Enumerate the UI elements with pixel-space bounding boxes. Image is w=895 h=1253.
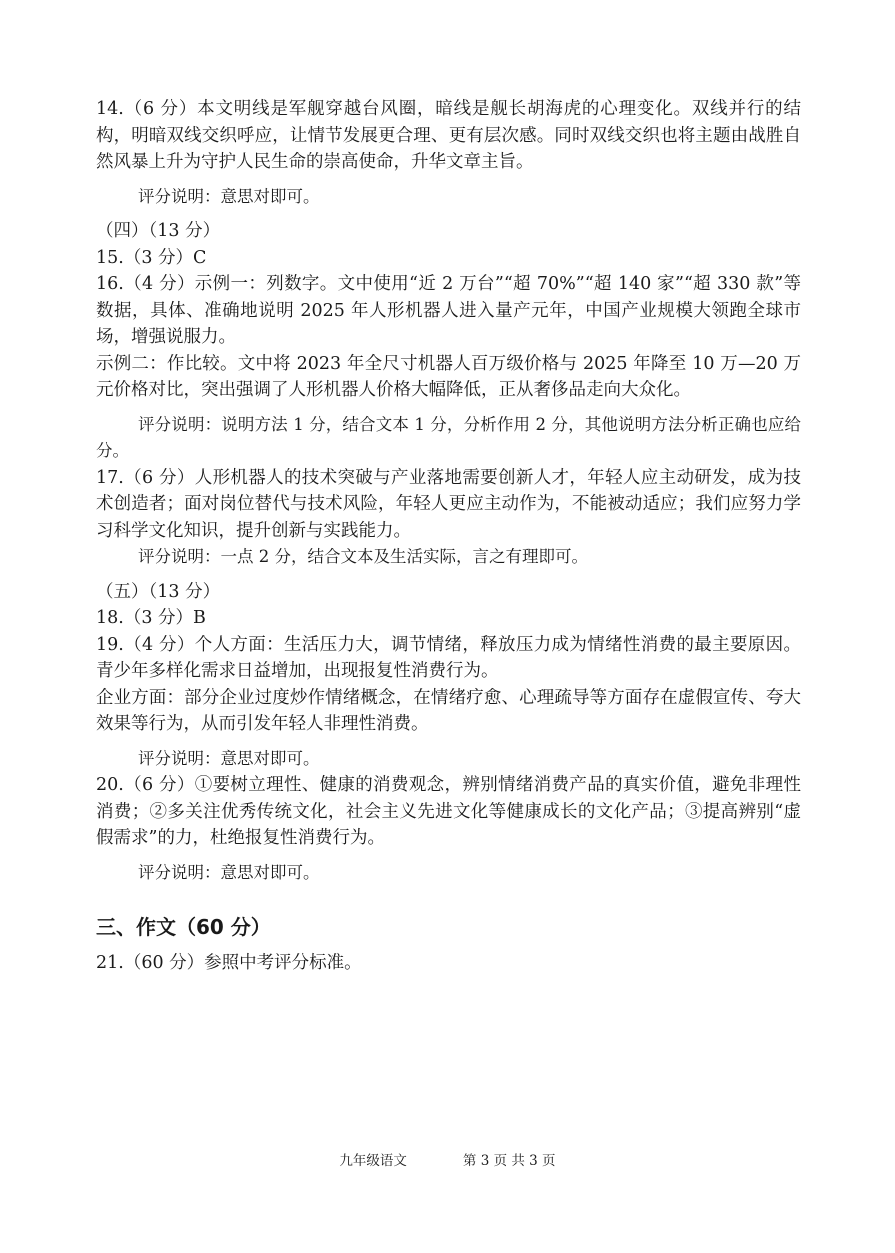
scoring-note-q16: 评分说明：说明方法 1 分，结合文本 1 分，分析作用 2 分，其他说明方法分析正确也应给分。 — [96, 414, 801, 460]
scoring-note-q19: 评分说明：意思对即可。 — [138, 748, 320, 768]
scoring-note-q14: 评分说明：意思对即可。 — [138, 186, 320, 206]
answer-q19: 19.（4 分）个人方面：生活压力大，调节情绪，释放压力成为情绪性消费的最主要原因。青少年多样化需求日益增加，出现报复性消费行为。 — [96, 634, 801, 681]
scoring-note-q17: 评分说明：一点 2 分，结合文本及生活实际，言之有理即可。 — [138, 547, 588, 566]
answer-q15: 15.（3 分）C — [96, 247, 207, 268]
answer-q21: 21.（60 分）参照中考评分标准。 — [96, 953, 362, 973]
answer-q17: 17.（6 分）人形机器人的技术突破与产业落地需要创新人才，年轻人应主动研发，成为技术创造者；面对岗位替代与技术风险，年轻人更应主动作为，不能被动适应；我们应努力学习科学文化知识，提升创新与实践能力。 — [96, 467, 801, 541]
answer-q18: 18.（3 分）B — [96, 608, 206, 628]
part-heading-4: （四）（13 分） — [96, 221, 221, 241]
part-heading-5: （五）（13 分） — [96, 581, 221, 602]
answer-q19-enterprise: 企业方面：部分企业过度炒作情绪概念，在情绪疗愈、心理疏导等方面存在虚假宣传、夸大效果等行为，从而引发年轻人非理性消费。 — [96, 687, 801, 734]
page-footer — [0, 1151, 895, 1171]
answer-q20: 20.（6 分）①要树立理性、健康的消费观念，辨别情绪消费产品的真实价值，避免非理性消费；②多关注优秀传统文化，社会主义先进文化等健康成长的文化产品；③提高辨别“虚假需求”的力，杜绝报复性消费行为。 — [96, 775, 801, 848]
scoring-note-q20: 评分说明：意思对即可。 — [138, 862, 320, 882]
answer-q16: 16.（4 分）示例一：列数字。文中使用“近 2 万台”“超 70%”“超 140 家”“超 330 款”等数据，具体、准确地说明 2025 年人形机器人进入量产元年，中国产业规模大领跑全球市场，增强说服力。 — [96, 274, 801, 347]
section-heading-composition: 三、作文（60 分） — [96, 915, 271, 939]
answer-q16-example-2: 示例二：作比较。文中将 2023 年全尺寸机器人百万级价格与 2025 年降至 10 万—20 万元价格对比，突出强调了人形机器人价格大幅降低，正从奢侈品走向大众化。 — [96, 353, 801, 400]
answer-key-content — [96, 96, 801, 977]
footer-page-number: 第 3 页 共 3 页 — [462, 1153, 556, 1169]
answer-q14: 14.（6 分）本文明线是军舰穿越台风圈，暗线是舰长胡海虎的心理变化。双线并行的结构，明暗双线交织呼应，让情节发展更合理、更有层次感。同时双线交织也将主题由战胜自然风暴上升为守护人民生命的崇高使命，升华文章主旨。 — [96, 99, 801, 172]
footer-subject: 九年级语文 — [339, 1153, 407, 1169]
